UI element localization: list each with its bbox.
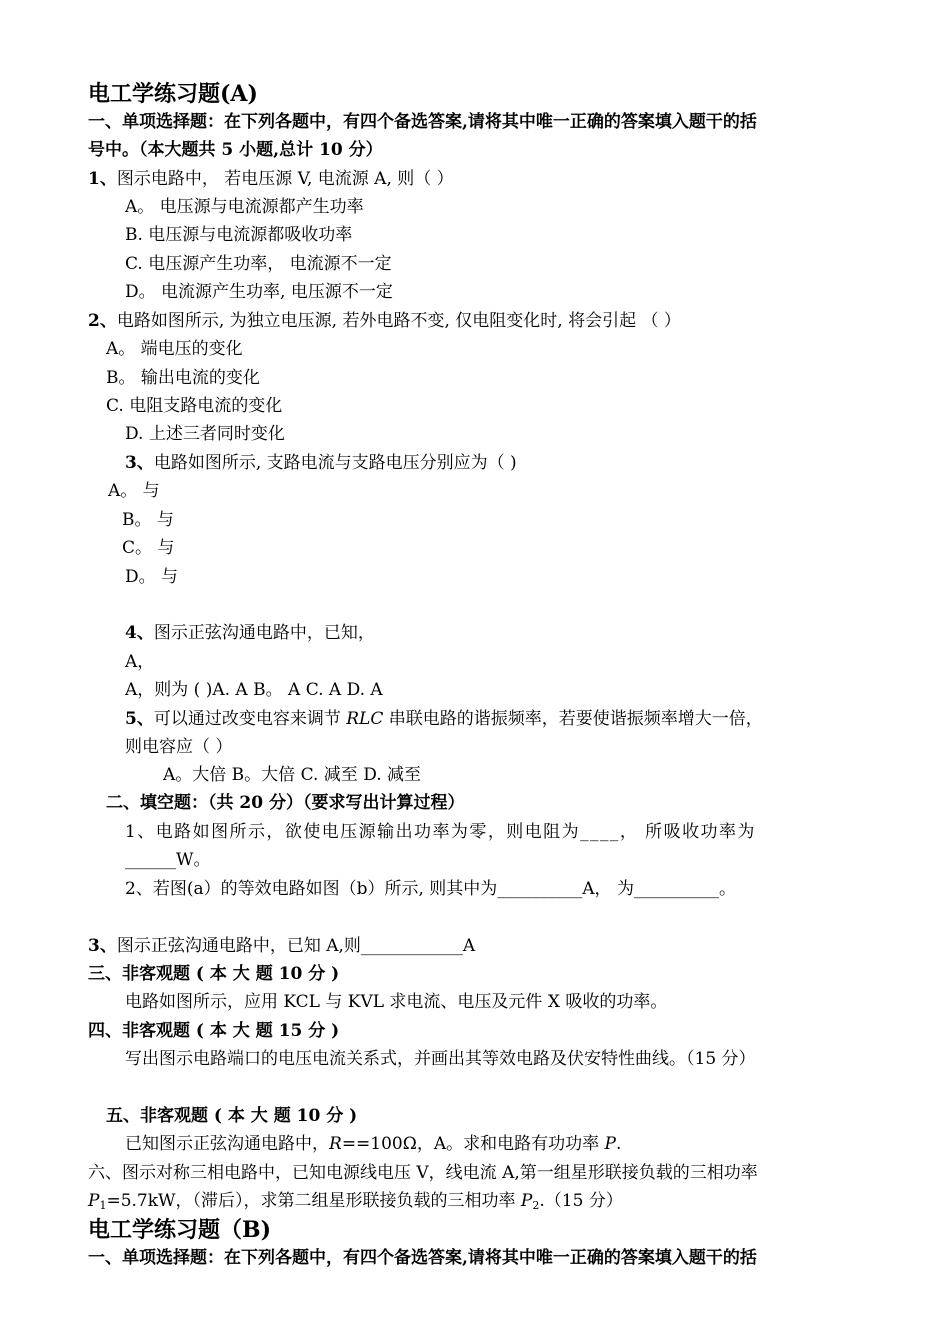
fill-3 (88, 935, 475, 957)
question-2-option-c: C. 电阻支路电流的变化 (106, 396, 283, 416)
question-5-line-2: 则电容应（ ） (125, 737, 233, 757)
question-2-text: 电路如图所示, 为独立电压源, 若外电路不变, 仅电阻变化时, 将会引起 （ ） (116, 311, 681, 331)
section-6-text-2: =5.7kW，（滞后），求第二组星形联接负载的三相功率 (106, 1191, 521, 1211)
section-5-heading: 五、非客观题 ( 本 大 题 10 分 ) (106, 1106, 358, 1126)
section-5-r: R (329, 1134, 342, 1154)
section-6-p2: P (520, 1191, 533, 1211)
question-3-number: 3、 (125, 453, 154, 473)
question-4-line-2: A， (125, 652, 155, 672)
question-1-option-c: C. 电压源产生功率， 电流源不一定 (125, 254, 392, 274)
section-4-heading: 四、非客观题 ( 本 大 题 15 分 ) (88, 1021, 340, 1041)
section-2-heading: 二、填空题：（共 20 分）（要求写出计算过程） (106, 793, 465, 813)
question-3-option-d: D。 与 (125, 567, 179, 587)
question-4-text: 图示正弦沟通电路中，已知， (153, 623, 375, 643)
section-6-line-2 (88, 1190, 623, 1212)
section-6-p1-sub: 1 (99, 1199, 107, 1212)
question-3-option-a: A。 与 (108, 481, 160, 501)
question-1 (88, 168, 454, 190)
question-5-text-pre: 可以通过改变电容来调节 (153, 709, 347, 729)
question-2-option-b: B。 输出电流的变化 (106, 368, 260, 388)
page-title-a: 电工学练习题(A) (88, 81, 258, 107)
question-2-option-d: D. 上述三者同时变化 (125, 424, 285, 444)
section-4-text: 写出图示电路端口的电压电流关系式，并画出其等效电路及伏安特性曲线。（15 分） (125, 1049, 756, 1069)
question-1-text: 图示电路中， 若电压源 V, 电流源 A, 则（ ） (116, 169, 454, 189)
fill-1-line-1: 1、电路如图所示，欲使电压源输出功率为零，则电阻为____， 所吸收功率为 (125, 822, 756, 842)
question-1-number: 1、 (88, 169, 117, 189)
question-5-options: A。大倍 B。大倍 C. 减至 D. 减至 (163, 765, 422, 785)
question-4 (125, 622, 375, 644)
question-3-option-c: C。 与 (122, 538, 175, 558)
question-1-option-b: B. 电压源与电流源都吸收功率 (125, 225, 353, 245)
question-2 (88, 310, 681, 332)
fill-3-number: 3、 (88, 936, 117, 956)
section-6-text-3: .（15 分） (539, 1191, 623, 1211)
question-4-number: 4、 (125, 623, 154, 643)
question-1-option-a: A。 电压源与电流源都产生功率 (125, 197, 364, 217)
section-5-text-mid: ==100Ω，A。求和电路有功功率 (341, 1134, 605, 1154)
question-5 (125, 708, 763, 730)
question-3-text: 电路如图所示, 支路电流与支路电压分别应为（ ) (153, 453, 517, 473)
question-2-number: 2、 (88, 311, 117, 331)
section-3-text: 电路如图所示，应用 KCL 与 KVL 求电流、电压及元件 X 吸收的功率。 (125, 992, 668, 1012)
fill-1-line-2: ______W。 (125, 850, 211, 870)
question-1-option-d: D。 电流源产生功率, 电压源不一定 (125, 282, 393, 302)
section-1-heading-cont: 号中。（本大题共 5 小题,总计 10 分） (88, 140, 383, 160)
section-6-line-1 (88, 1162, 758, 1184)
question-4-options: A，则为 ( )A. A B。 A C. A D. A (125, 680, 383, 700)
question-3 (125, 452, 517, 474)
b-section-1-heading: 一、单项选择题：在下列各题中，有四个备选答案,请将其中唯一正确的答案填入题干的括 (88, 1248, 757, 1268)
section-6-p2-sub: 2 (532, 1199, 540, 1212)
question-3-option-b: B。 与 (122, 510, 174, 530)
question-5-rlc: RLC (346, 709, 384, 729)
question-5-text-post: 串联电路的谐振频率，若要使谐振频率增大一倍， (383, 709, 763, 729)
fill-2: 2、若图(a）的等效电路如图（b）所示, 则其中为__________A， 为__________。 (125, 879, 736, 899)
fill-3-text: 图示正弦沟通电路中，已知 A,则____________A (116, 936, 476, 956)
section-5-p: P (604, 1134, 616, 1154)
section-5-text-pre: 已知图示正弦沟通电路中， (125, 1134, 329, 1154)
section-6-p1: P (88, 1191, 100, 1211)
section-5-text (125, 1133, 621, 1155)
question-5-number: 5、 (125, 709, 154, 729)
section-5-text-end: . (615, 1134, 622, 1154)
section-6-text-1: 六、图示对称三相电路中，已知电源线电压 V，线电流 A,第一组星形联接负载的三相功率 (88, 1163, 758, 1183)
section-3-heading: 三、非客观题 ( 本 大 题 10 分 ) (88, 964, 340, 984)
question-2-option-a: A。 端电压的变化 (106, 339, 243, 359)
page-title-b: 电工学练习题（B) (88, 1217, 272, 1243)
section-1-heading: 一、单项选择题：在下列各题中，有四个备选答案,请将其中唯一正确的答案填入题干的括 (88, 112, 757, 132)
